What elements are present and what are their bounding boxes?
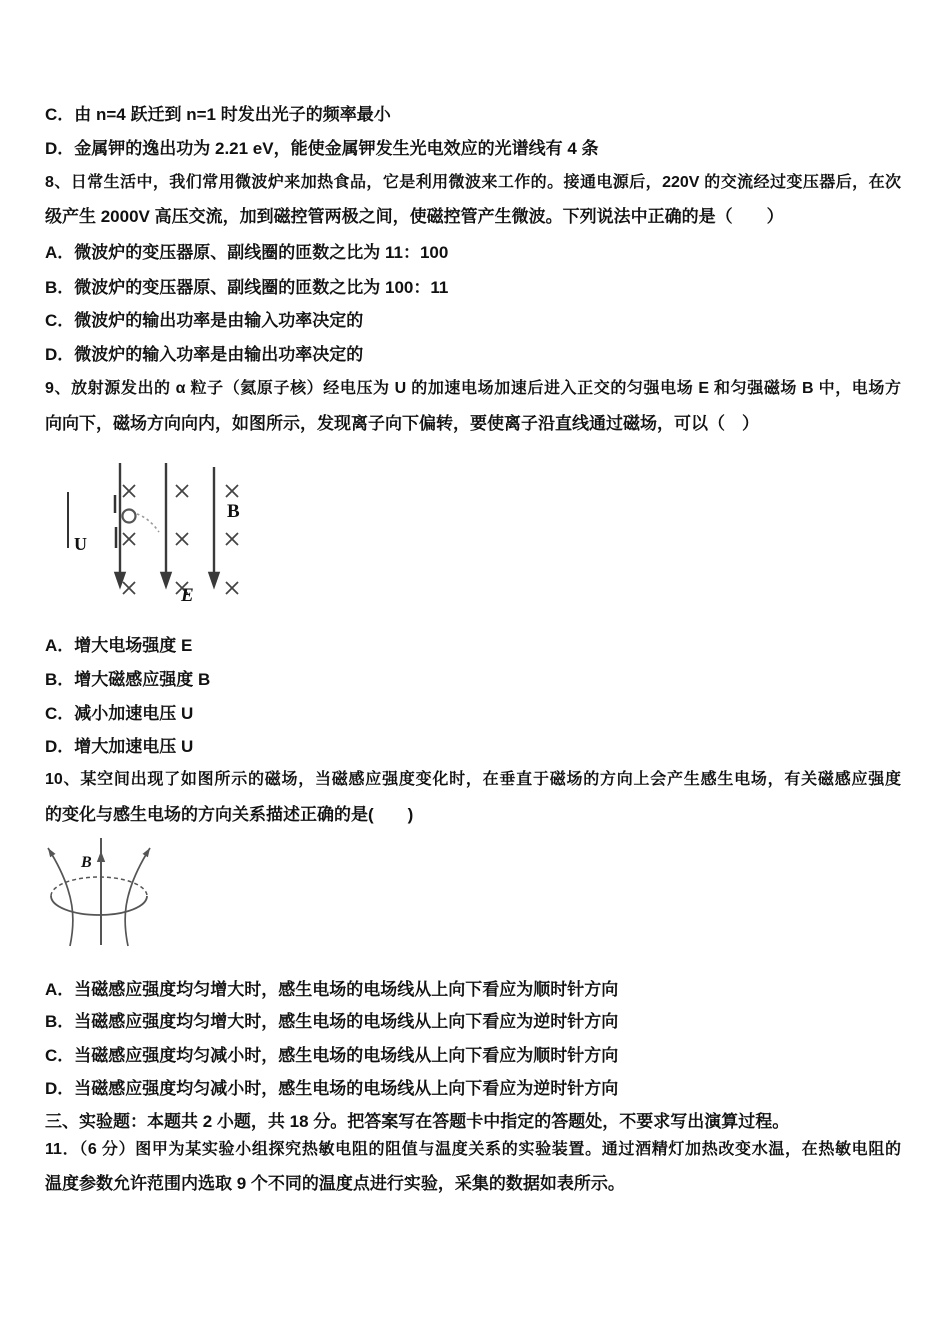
- left-field-arrowhead-icon: [48, 848, 56, 857]
- q9-stem-line2: 向向下，磁场方向向内，如图所示，发现离子向下偏转，要使离子沿直线通过磁场，可以（ ）: [45, 414, 759, 433]
- right-field-arrowhead-icon: [143, 848, 151, 857]
- q8-stem-line1: 8、日常生活中，我们常用微波炉来加热食品，它是利用微波来工作的。接通电源后，220V 的交流经过变压器后，在次: [45, 174, 901, 191]
- q11-stem-line1: 11．（6 分）图甲为某实验小组探究热敏电阻的阻值与温度关系的实验装置。通过酒精灯加热改变水温，在热敏电阻的: [45, 1141, 901, 1158]
- e-field-arrows: [116, 463, 219, 586]
- q10-figure: [40, 836, 175, 966]
- q9-option-b: B．增大磁感应强度 B: [45, 670, 211, 689]
- q8-option-b: B．微波炉的变压器原、副线圈的匝数之比为 100：11: [45, 278, 449, 297]
- flux-cross-icon: [226, 485, 238, 497]
- q10-stem-line2: 的变化与感生电场的方向关系描述正确的是( ): [45, 805, 414, 824]
- b-field-label: B: [227, 501, 240, 522]
- voltage-label: U: [74, 534, 87, 554]
- q9-option-c: C．减小加速电压 U: [45, 704, 194, 723]
- q10-stem-line1: 10、某空间出现了如图所示的磁场，当磁感应强度变化时，在垂直于磁场的方向上会产生感生电场，有关磁感应强度: [45, 771, 901, 788]
- trajectory-dotted-arc: [137, 514, 159, 532]
- q7-option-d: D．金属钾的逸出功为 2.21 eV，能使金属钾发生光电效应的光谱线有 4 条: [45, 139, 599, 158]
- center-field-arrowhead-icon: [97, 851, 105, 862]
- q9-figure: [55, 455, 265, 610]
- flux-cross-icon: [226, 582, 238, 594]
- section3-header: 三、实验题：本题共 2 小题，共 18 分。把答案写在答题卡中指定的答题处，不要求写出演算过程。: [45, 1112, 790, 1131]
- loop-ellipse-front-solid: [51, 896, 147, 915]
- flux-cross-icon: [176, 533, 188, 545]
- e-field-arrowhead-icon: [116, 573, 125, 586]
- b-field-cross-marks: [123, 485, 238, 594]
- q8-stem-line2: 级产生 2000V 高压交流，加到磁控管两极之间，使磁控管产生微波。下列说法中正确的是（ ）: [45, 207, 784, 226]
- q8-option-c: C．微波炉的输出功率是由输入功率决定的: [45, 311, 364, 330]
- q10-option-d: D．当磁感应强度均匀减小时，感生电场的电场线从上向下看应为逆时针方向: [45, 1079, 619, 1098]
- e-field-arrowhead-icon: [162, 573, 171, 586]
- flux-cross-icon: [176, 485, 188, 497]
- q11-stem-line2: 温度参数允许范围内选取 9 个不同的温度点进行实验，采集的数据如表所示。: [45, 1174, 625, 1193]
- q10-option-a: A．当磁感应强度均匀增大时，感生电场的电场线从上向下看应为顺时针方向: [45, 980, 619, 999]
- alpha-particle-circle: [123, 510, 136, 523]
- q10-option-b: B．当磁感应强度均匀增大时，感生电场的电场线从上向下看应为逆时针方向: [45, 1012, 619, 1031]
- q9-option-d: D．增大加速电压 U: [45, 737, 194, 756]
- flux-cross-icon: [123, 485, 135, 497]
- q9-option-a: A．增大电场强度 E: [45, 636, 193, 655]
- e-field-arrowhead-icon: [210, 573, 219, 586]
- q9-stem-line1: 9、放射源发出的 α 粒子（氦原子核）经电压为 U 的加速电场加速后进入正交的匀强电场 E 和匀强磁场 B 中，电场方: [45, 380, 901, 397]
- q10-option-c: C．当磁感应强度均匀减小时，感生电场的电场线从上向下看应为顺时针方向: [45, 1046, 619, 1065]
- b-field-label: B: [81, 854, 92, 871]
- flux-cross-icon: [123, 582, 135, 594]
- q7-option-c: C．由 n=4 跃迁到 n=1 时发出光子的频率最小: [45, 105, 391, 124]
- e-field-label: E: [181, 585, 194, 606]
- q8-option-a: A．微波炉的变压器原、副线圈的匝数之比为 11：100: [45, 243, 449, 262]
- flux-cross-icon: [123, 533, 135, 545]
- q8-option-d: D．微波炉的输入功率是由输出功率决定的: [45, 345, 364, 364]
- flux-cross-icon: [226, 533, 238, 545]
